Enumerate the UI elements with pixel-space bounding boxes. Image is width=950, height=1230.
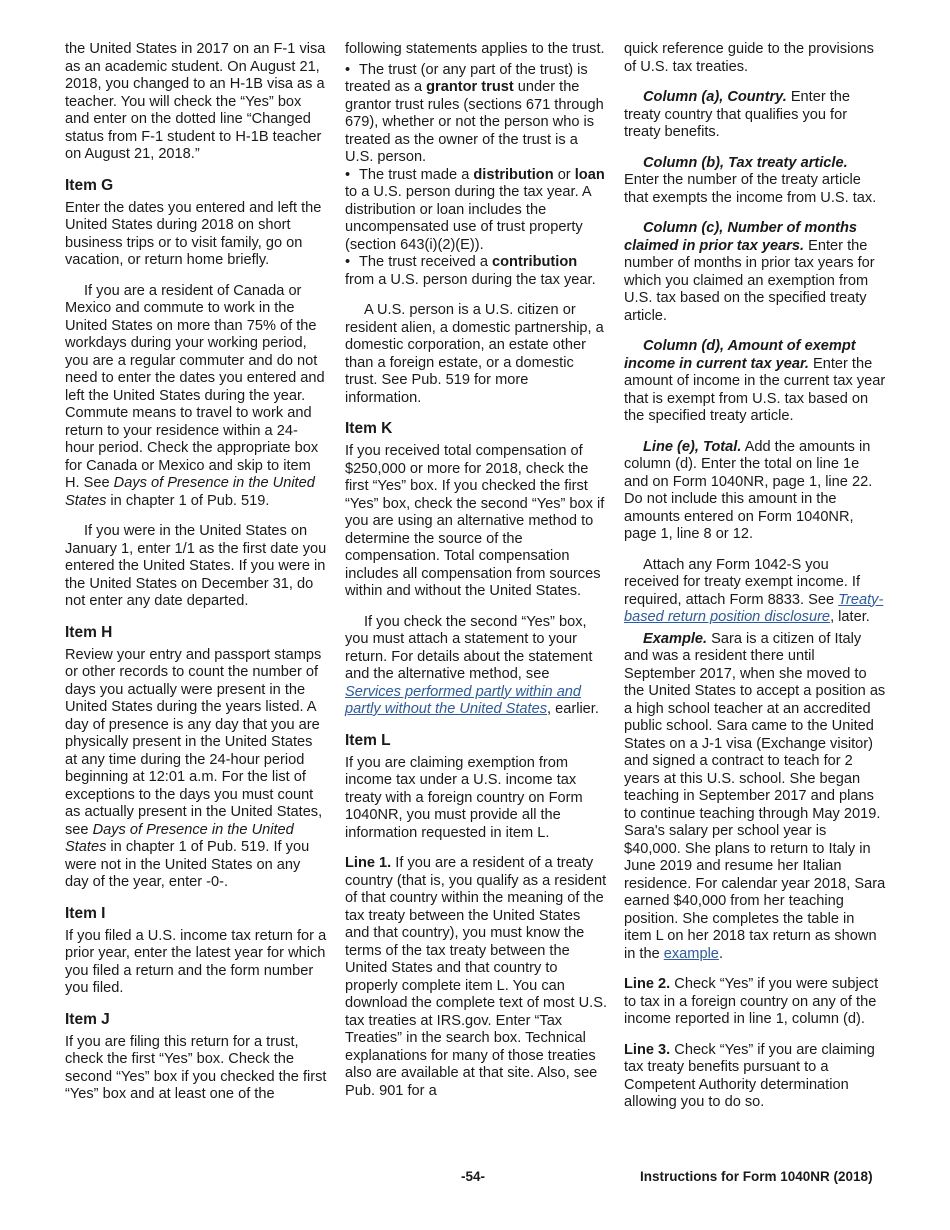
paragraph	[624, 155, 886, 208]
bullet-item	[345, 167, 607, 255]
treaty-disclosure-link[interactable]: Treaty-based return position disclosure	[624, 591, 884, 625]
heading-item-k: Item K	[345, 420, 393, 437]
heading-item-g: Item G	[65, 176, 114, 194]
paragraph	[624, 338, 886, 426]
text: Attach any Form 1042-S you received for treaty exempt income. If required, attach Form 8833. See	[624, 556, 861, 608]
text: The trust (or any part of the trust) is treated as a	[345, 61, 588, 95]
text: If you are a resident of Canada or Mexico and commute to work in the United States on more than 75% of the workdays during your working period, you are a regular commuter and do not need to enter the dates you entered and left the United States during the year. Commute means to travel to work and return to your residence within a 24-hour period. Check the appropriate box for Canada or Mexico and skip to item H. See	[65, 282, 325, 491]
paragraph	[624, 557, 886, 627]
column-d-label: Column (d), Amount of exempt income in current tax year.	[624, 338, 856, 372]
bullet-icon: •	[345, 61, 351, 78]
bullet-icon: •	[345, 166, 351, 183]
text: in chapter 1 of Pub. 519. If you were not in the United States on any day of the year, enter -0-.	[65, 839, 310, 890]
text: Enter the number of months in prior tax years for which you claimed an exemption from U.S. tax based on the specified treaty article.	[624, 237, 875, 324]
line-3-label: Line 3.	[624, 1041, 671, 1058]
column-a-label: Column (a), Country.	[643, 89, 787, 105]
text: Check “Yes” if you are claiming tax treaty benefits pursuant to a Competent Authority determination allowing you to do so.	[624, 1041, 875, 1110]
text: Check “Yes” if you were subject to tax in a foreign country on any of the income reported in line 1, column (d).	[624, 976, 879, 1027]
paragraph: If you are filing this return for a trust, check the first “Yes” box. Check the second “Yes” box if you checked the first “Yes” box and at least one of the	[65, 1033, 327, 1102]
text: from a U.S. person during the tax year.	[345, 271, 596, 288]
column-c-label: Column (c), Number of months claimed in prior tax years.	[624, 220, 858, 254]
text: Enter the amount of income in the current tax year that is exempt from U.S. tax based on the specified treaty article.	[624, 355, 886, 424]
paragraph	[624, 220, 886, 325]
text: Enter the number of the treaty article that exempts the income from U.S. tax.	[624, 172, 877, 206]
line-e-label: Line (e), Total.	[643, 438, 742, 455]
paragraph	[65, 283, 327, 511]
bullet-item	[345, 254, 607, 289]
line-2-label: Line 2.	[624, 976, 671, 992]
bold-term: distribution	[473, 166, 554, 183]
emphasis-reference: Days of Presence in the United States	[65, 475, 315, 509]
paragraph: the United States in 2017 on an F-1 visa as an academic student. On August 21, 2018, you changed to an H-1B visa as a teacher. You will check the “Yes” box and enter on the dotted line “Changed status from F-1 student to H-1B teacher on August 21, 2018.”	[65, 41, 326, 162]
paragraph	[624, 89, 886, 142]
paragraph: If you were in the United States on January 1, enter 1/1 as the first date you entered the United States. If you were in the United States on December 31, do not enter any date departed.	[65, 523, 327, 609]
paragraph: A U.S. person is a U.S. citizen or resident alien, a domestic partnership, a domestic corporation, an estate other than a foreign estate, or a domestic trust. See Pub. 519 for more information.	[345, 302, 604, 406]
text: under the grantor trust rules (sections 671 through 679), whether or not the person who is treated as the owner of the trust is a U.S. person.	[345, 79, 604, 165]
heading-item-i: Item I	[65, 904, 106, 922]
page-number: -54-	[461, 1169, 486, 1184]
text: , later.	[830, 609, 870, 625]
example-link[interactable]: example	[663, 945, 719, 962]
paragraph: If you are claiming exemption from income tax under a U.S. income tax treaty with a foreign country on Form 1040NR, you must provide all the information requested in item L.	[345, 754, 583, 841]
paragraph	[345, 614, 607, 719]
text: The trust received a	[359, 254, 493, 270]
text: Sara is a citizen of Italy and was a resident there until September 2017, when she moved to the United States to accept a position as a high school teacher at an accredited public school. Sara came to the United States on a J-1 visa (Exchange visitor) and signed a contract to teach for 2 years at this U.S. school. She began teaching in September 2017 and plans to continue teaching through May 2019. Sara's salary per school year is $40,000. She plans to return to Italy in June 2019 and resume her Italian residence. For calendar year 2018, Sara earned $40,000 from her teaching position. She completes the table in item L on her 2018 tax return as shown in the	[624, 630, 886, 962]
paragraph	[624, 631, 886, 964]
heading-item-l: Item L	[345, 731, 391, 749]
example-label: Example.	[643, 630, 708, 647]
text: .	[718, 945, 723, 962]
bold-term: grantor trust	[426, 79, 514, 95]
line-1-label: Line 1.	[345, 855, 392, 871]
paragraph: If you filed a U.S. income tax return for a prior year, enter the latest year for which you filed a return and the form number you filed.	[65, 927, 327, 996]
text: If you check the second “Yes” box, you must attach a statement to your return. For details about the statement and the alternative method, see	[345, 613, 593, 682]
paragraph: following statements applies to the trust.	[345, 41, 605, 57]
paragraph	[624, 976, 886, 1029]
paragraph	[345, 855, 607, 1100]
text: in chapter 1 of Pub. 519.	[106, 492, 270, 509]
column-b-label: Column (b), Tax treaty article.	[643, 154, 848, 171]
bullet-item	[345, 62, 607, 167]
paragraph	[65, 647, 327, 892]
text: or	[553, 166, 575, 183]
bold-term: loan	[574, 166, 605, 183]
text: If you are a resident of a treaty country (that is, you qualify as a resident of that country within the meaning of the tax treaty between the United States and that country), you must know the terms of the tax treaty between the United States and that country to properly complete item L. You can download the complete text of most U.S. tax treaties at IRS.gov. Enter “Tax Treaties” in the search box. Technical explanations for many of those treaties also are available at that site. Also, see Pub. 901 for a	[345, 855, 608, 1099]
text: , earlier.	[547, 701, 599, 717]
paragraph: If you received total compensation of $250,000 or more for 2018, check the first “Yes” box. If you checked the first “Yes” box, check the second “Yes” box if you are using an alternative method to determine the source of the compensation. Total compensation includes all compensation from sources within and without the United States.	[345, 443, 605, 599]
form-title: Instructions for Form 1040NR (2018)	[640, 1169, 873, 1184]
bold-term: contribution	[492, 254, 578, 270]
services-performed-link[interactable]: Services performed partly within and partly without the United States	[345, 683, 582, 717]
text: Enter the treaty country that qualifies you for treaty benefits.	[624, 89, 851, 140]
text: Add the amounts in column (d). Enter the total on line 1e and on Form 1040NR, page 1, line 22. Do not include this amount in the amounts entered on Form 1040NR, page 1, line 8 or 12.	[624, 438, 873, 542]
emphasis-reference: Days of Presence in the United States	[65, 821, 294, 855]
paragraph	[624, 1042, 886, 1112]
heading-item-j: Item J	[65, 1010, 110, 1028]
paragraph	[624, 439, 886, 544]
paragraph: quick reference guide to the provisions of U.S. tax treaties.	[624, 41, 874, 75]
heading-item-h: Item H	[65, 623, 113, 641]
text: to a U.S. person during the tax year. A distribution or loan includes the uncompensated use of trust property (section 643(i)(2)(E)).	[345, 184, 591, 253]
column-3	[624, 41, 886, 1125]
text: Review your entry and passport stamps or other records to count the number of days you actually were present in the United States during the years listed. A day of presence is any day that you are physically present in the United States at any time during the 24-hour period beginning at 12:01 a.m. For the list of exceptions to the days you must count as actually present in the United States, see	[65, 646, 323, 838]
column-1	[65, 41, 327, 1117]
text: The trust made a	[359, 166, 474, 183]
bullet-icon: •	[345, 254, 351, 270]
paragraph: Enter the dates you entered and left the United States during 2018 on short business trips or to visit family, go on vacation, or return home briefly.	[65, 199, 322, 268]
column-2	[345, 41, 607, 1113]
